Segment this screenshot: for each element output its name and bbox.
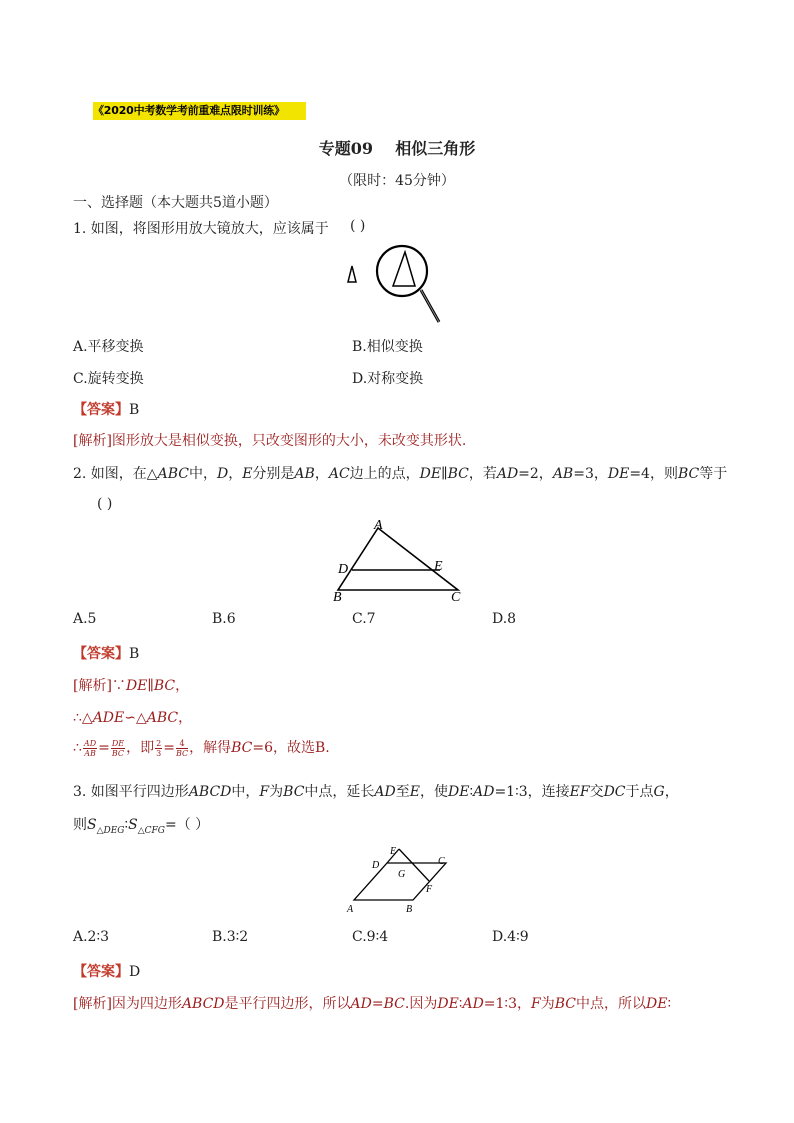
q2-answer: 【答案】B: [73, 646, 140, 662]
page-title: 专题09 相似三角形: [318, 139, 476, 158]
q1-stem-text: 1. 如图，将图形用放大镜放大，应该属于: [73, 221, 329, 237]
magnifier-lens: [377, 246, 427, 296]
q1-option-d: D.对称变换: [352, 371, 424, 387]
q2-option-c: C.7: [352, 611, 376, 627]
q2-stem: 2. 如图，在△ABC中，D，E分别是AB，AC边上的点，DE∥BC，若AD=2，AB=3，DE=4，则BC等于: [73, 466, 728, 482]
page-subtitle: （限时：45分钟）: [339, 173, 455, 189]
section-heading: 一、选择题（本大题共5道小题）: [73, 195, 278, 211]
q1-analysis: [解析]图形放大是相似变换，只改变图形的大小，未改变其形状.: [73, 433, 467, 449]
label-e: E: [434, 559, 443, 574]
answer-value: B: [129, 402, 140, 418]
q1-magnifier-figure: [345, 244, 445, 328]
q1-stem: [73, 218, 329, 238]
q1-option-c: C.旋转变换: [73, 371, 144, 387]
q3-option-b: B.3∶2: [212, 929, 249, 945]
label-b: B: [406, 904, 413, 915]
q3-option-c: C.9∶4: [352, 929, 389, 945]
label-a: A: [374, 518, 383, 533]
q3-answer: 【答案】D: [73, 964, 141, 980]
q2-analysis-line2: ∴△ADE∽△ABC，: [73, 710, 193, 726]
q3-parallelogram-figure: [340, 840, 460, 916]
label-a: A: [347, 904, 354, 915]
q2-option-a: A.5: [73, 611, 97, 627]
q1-answer: [73, 399, 139, 419]
q3-analysis: [解析]因为四边形ABCD是平行四边形，所以AD=BC.因为DE∶AD=1∶3，F为BC中点，所以DE∶: [73, 996, 672, 1012]
q3-option-a: A.2∶3: [73, 929, 110, 945]
label-g: G: [398, 869, 406, 880]
q2-answer-paren: ( ): [97, 496, 113, 512]
q2-analysis-line1: [解析]∵DE∥BC，: [73, 678, 190, 694]
label-b: B: [333, 590, 342, 605]
label-c: C: [451, 590, 461, 605]
q1-option-b: B.相似变换: [352, 339, 423, 355]
q2-option-b: B.6: [212, 611, 236, 627]
label-d: D: [338, 562, 349, 577]
q2-analysis-line3: ∴ $\frac{AD}{AB}$ = $\frac{DE}{BC}$ ，即 $\frac{2}{3}$ = $\frac{4}{BC}$ ，解得BC=6，故选B.: [73, 738, 330, 758]
label-d: D: [372, 860, 380, 871]
q1-answer-paren: ( ): [350, 218, 366, 234]
q2-triangle-figure: [330, 514, 470, 606]
answer-label: 【答案】: [73, 402, 129, 418]
q3-option-d: D.4∶9: [492, 929, 529, 945]
q2-option-d: D.8: [492, 611, 517, 627]
label-f: F: [426, 884, 433, 895]
series-banner: 《2020中考数学考前重难点限时训练》: [93, 102, 306, 120]
q3-stem-line1: 3. 如图平行四边形ABCD中，F为BC中点，延长AD至E，使DE∶AD=1∶3，连接EF交DC于点G，: [73, 784, 679, 800]
label-e: E: [390, 846, 397, 857]
q3-stem-line2: 则$S_{\triangle DEG}∶S_{\triangle CFG}=$（ ）: [73, 817, 210, 836]
q1-option-a: A.平移变换: [73, 339, 144, 355]
small-triangle: [348, 266, 356, 282]
label-c: C: [438, 856, 445, 867]
